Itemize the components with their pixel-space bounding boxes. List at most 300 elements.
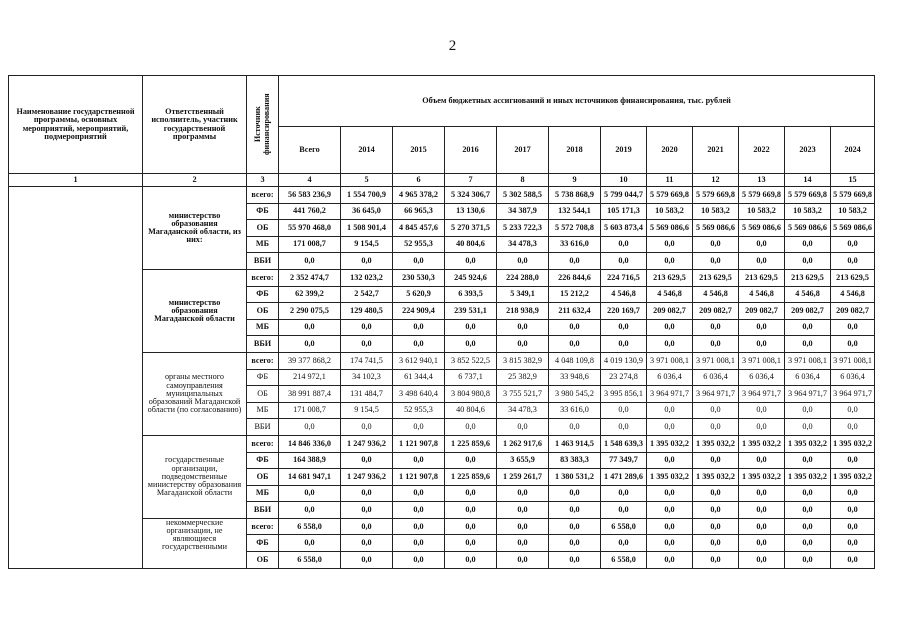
value-cell: 0,0 [739, 535, 785, 552]
value-cell: 0,0 [393, 552, 445, 569]
value-cell: 171 008,7 [279, 402, 341, 419]
value-cell: 0,0 [785, 502, 831, 519]
value-cell: 129 480,5 [341, 303, 393, 320]
value-cell: 0,0 [785, 253, 831, 270]
value-cell: 56 583 236,9 [279, 187, 341, 204]
source-cell: ФБ [247, 286, 279, 303]
value-cell: 1 395 032,2 [647, 469, 693, 486]
value-cell: 0,0 [693, 552, 739, 569]
value-cell: 6 036,4 [647, 369, 693, 386]
source-cell: ФБ [247, 452, 279, 469]
value-cell: 4 019 130,9 [601, 352, 647, 369]
value-cell: 213 629,5 [785, 269, 831, 286]
value-cell: 0,0 [445, 319, 497, 336]
value-cell: 0,0 [693, 535, 739, 552]
value-cell: 5 579 669,8 [647, 187, 693, 204]
header-year: 2018 [549, 126, 601, 174]
value-cell: 0,0 [693, 485, 739, 502]
value-cell: 0,0 [739, 485, 785, 502]
value-cell: 224 716,5 [601, 269, 647, 286]
value-cell: 0,0 [831, 319, 875, 336]
value-cell: 38 991 887,4 [279, 386, 341, 403]
value-cell: 171 008,7 [279, 236, 341, 253]
value-cell: 6 558,0 [601, 552, 647, 569]
value-cell: 23 274,8 [601, 369, 647, 386]
value-cell: 0,0 [549, 502, 601, 519]
value-cell: 1 395 032,2 [693, 469, 739, 486]
value-cell: 0,0 [785, 552, 831, 569]
value-cell: 0,0 [739, 402, 785, 419]
value-cell: 0,0 [393, 502, 445, 519]
header-source-cell [247, 76, 279, 174]
value-cell: 3 804 980,8 [445, 386, 497, 403]
value-cell: 0,0 [497, 485, 549, 502]
value-cell: 0,0 [693, 452, 739, 469]
value-cell: 132 544,1 [549, 203, 601, 220]
value-cell: 0,0 [445, 419, 497, 436]
value-cell: 0,0 [445, 336, 497, 353]
value-cell: 5 569 086,6 [693, 220, 739, 237]
value-cell: 0,0 [785, 419, 831, 436]
value-cell: 0,0 [601, 336, 647, 353]
value-cell: 1 463 914,5 [549, 435, 601, 452]
source-cell: ВБИ [247, 253, 279, 270]
value-cell: 1 471 289,6 [601, 469, 647, 486]
value-cell: 5 579 669,8 [785, 187, 831, 204]
header-source: Источник финансирования [252, 93, 271, 156]
value-cell: 5 620,9 [393, 286, 445, 303]
source-cell: всего: [247, 269, 279, 286]
value-cell: 0,0 [445, 518, 497, 535]
value-cell: 0,0 [739, 319, 785, 336]
value-cell: 3 964 971,7 [693, 386, 739, 403]
value-cell: 1 395 032,2 [831, 469, 875, 486]
value-cell: 6 036,4 [693, 369, 739, 386]
header-year: 2019 [601, 126, 647, 174]
source-cell: всего: [247, 435, 279, 452]
value-cell: 0,0 [739, 552, 785, 569]
value-cell: 0,0 [647, 452, 693, 469]
value-cell: 213 629,5 [831, 269, 875, 286]
value-cell: 25 382,9 [497, 369, 549, 386]
value-cell: 218 938,9 [497, 303, 549, 320]
column-number: 11 [647, 174, 693, 187]
value-cell: 0,0 [497, 336, 549, 353]
value-cell: 0,0 [279, 535, 341, 552]
value-cell: 6 558,0 [279, 552, 341, 569]
column-number: 5 [341, 174, 393, 187]
value-cell: 5 270 371,5 [445, 220, 497, 237]
source-cell: ОБ [247, 469, 279, 486]
header-year: 2024 [831, 126, 875, 174]
value-cell: 1 395 032,2 [647, 435, 693, 452]
value-cell: 5 569 086,6 [785, 220, 831, 237]
value-cell: 6 737,1 [445, 369, 497, 386]
value-cell: 0,0 [647, 319, 693, 336]
column-number: 7 [445, 174, 497, 187]
value-cell: 0,0 [549, 253, 601, 270]
value-cell: 4 546,8 [785, 286, 831, 303]
value-cell: 10 583,2 [739, 203, 785, 220]
value-cell: 0,0 [393, 336, 445, 353]
value-cell: 1 225 859,6 [445, 435, 497, 452]
value-cell: 5 572 708,8 [549, 220, 601, 237]
program-cell [9, 187, 143, 569]
executor-cell: органы местного самоуправления муниципальных образований Магаданской области (по согласованию) [143, 352, 247, 435]
value-cell: 0,0 [647, 535, 693, 552]
value-cell: 0,0 [831, 535, 875, 552]
value-cell: 0,0 [341, 502, 393, 519]
source-cell: ОБ [247, 386, 279, 403]
value-cell: 0,0 [549, 319, 601, 336]
value-cell: 245 924,6 [445, 269, 497, 286]
source-cell: всего: [247, 518, 279, 535]
value-cell: 1 395 032,2 [785, 435, 831, 452]
value-cell: 6 393,5 [445, 286, 497, 303]
column-number: 8 [497, 174, 549, 187]
value-cell: 3 964 971,7 [785, 386, 831, 403]
value-cell: 3 964 971,7 [739, 386, 785, 403]
value-cell: 3 755 521,7 [497, 386, 549, 403]
value-cell: 9 154,5 [341, 236, 393, 253]
value-cell: 6 036,4 [785, 369, 831, 386]
value-cell: 0,0 [647, 419, 693, 436]
value-cell: 52 955,3 [393, 236, 445, 253]
value-cell: 1 121 907,8 [393, 469, 445, 486]
value-cell: 0,0 [739, 518, 785, 535]
value-cell: 0,0 [739, 336, 785, 353]
value-cell: 1 395 032,2 [739, 435, 785, 452]
value-cell: 6 036,4 [831, 369, 875, 386]
value-cell: 14 681 947,1 [279, 469, 341, 486]
value-cell: 0,0 [647, 236, 693, 253]
value-cell: 3 655,9 [497, 452, 549, 469]
value-cell: 0,0 [393, 319, 445, 336]
value-cell: 1 262 917,6 [497, 435, 549, 452]
value-cell: 0,0 [601, 419, 647, 436]
value-cell: 5 302 588,5 [497, 187, 549, 204]
value-cell: 0,0 [279, 253, 341, 270]
value-cell: 6 558,0 [601, 518, 647, 535]
value-cell: 1 225 859,6 [445, 469, 497, 486]
source-cell: МБ [247, 485, 279, 502]
value-cell: 0,0 [497, 552, 549, 569]
value-cell: 6 558,0 [279, 518, 341, 535]
value-cell: 0,0 [549, 485, 601, 502]
value-cell: 1 508 901,4 [341, 220, 393, 237]
source-cell: ВБИ [247, 502, 279, 519]
value-cell: 36 645,0 [341, 203, 393, 220]
value-cell: 224 909,4 [393, 303, 445, 320]
value-cell: 0,0 [785, 236, 831, 253]
value-cell: 132 023,2 [341, 269, 393, 286]
value-cell: 0,0 [341, 552, 393, 569]
value-cell: 0,0 [785, 319, 831, 336]
value-cell: 0,0 [601, 485, 647, 502]
value-cell: 0,0 [279, 319, 341, 336]
value-cell: 2 542,7 [341, 286, 393, 303]
column-number: 1 [9, 174, 143, 187]
value-cell: 0,0 [601, 535, 647, 552]
value-cell: 0,0 [693, 518, 739, 535]
value-cell: 4 546,8 [601, 286, 647, 303]
value-cell: 6 036,4 [739, 369, 785, 386]
value-cell: 0,0 [739, 253, 785, 270]
value-cell: 209 082,7 [785, 303, 831, 320]
value-cell: 0,0 [693, 419, 739, 436]
value-cell: 77 349,7 [601, 452, 647, 469]
header-program: Наименование государственной программы, основных мероприятий, мероприятий, подмероприятий [9, 76, 143, 174]
value-cell: 0,0 [279, 419, 341, 436]
source-cell: ОБ [247, 303, 279, 320]
value-cell: 3 971 008,1 [831, 352, 875, 369]
value-cell: 0,0 [497, 319, 549, 336]
value-cell: 3 980 545,2 [549, 386, 601, 403]
value-cell: 1 548 639,3 [601, 435, 647, 452]
value-cell: 0,0 [647, 485, 693, 502]
header-total: Всего [279, 126, 341, 174]
column-number: 13 [739, 174, 785, 187]
value-cell: 3 971 008,1 [785, 352, 831, 369]
value-cell: 0,0 [831, 336, 875, 353]
value-cell: 0,0 [785, 336, 831, 353]
value-cell: 164 388,9 [279, 452, 341, 469]
value-cell: 52 955,3 [393, 402, 445, 419]
value-cell: 0,0 [393, 253, 445, 270]
source-cell: МБ [247, 236, 279, 253]
header-year: 2021 [693, 126, 739, 174]
value-cell: 5 603 873,4 [601, 220, 647, 237]
value-cell: 131 484,7 [341, 386, 393, 403]
value-cell: 0,0 [785, 452, 831, 469]
value-cell: 40 804,6 [445, 402, 497, 419]
value-cell: 40 804,6 [445, 236, 497, 253]
value-cell: 0,0 [341, 452, 393, 469]
value-cell: 34 102,3 [341, 369, 393, 386]
value-cell: 0,0 [341, 535, 393, 552]
value-cell: 239 531,1 [445, 303, 497, 320]
value-cell: 0,0 [601, 319, 647, 336]
value-cell: 0,0 [341, 253, 393, 270]
value-cell: 10 583,2 [693, 203, 739, 220]
value-cell: 34 478,3 [497, 236, 549, 253]
value-cell: 0,0 [341, 319, 393, 336]
value-cell: 0,0 [393, 419, 445, 436]
value-cell: 209 082,7 [831, 303, 875, 320]
budget-table [8, 75, 875, 569]
value-cell: 4 965 378,2 [393, 187, 445, 204]
value-cell: 13 130,6 [445, 203, 497, 220]
value-cell: 5 569 086,6 [831, 220, 875, 237]
value-cell: 3 815 382,9 [497, 352, 549, 369]
value-cell: 1 259 261,7 [497, 469, 549, 486]
value-cell: 0,0 [279, 336, 341, 353]
value-cell: 4 546,8 [693, 286, 739, 303]
value-cell: 0,0 [497, 518, 549, 535]
value-cell: 0,0 [341, 518, 393, 535]
value-cell: 4 048 109,8 [549, 352, 601, 369]
value-cell: 55 970 468,0 [279, 220, 341, 237]
value-cell: 14 846 336,0 [279, 435, 341, 452]
value-cell: 62 399,2 [279, 286, 341, 303]
value-cell: 5 349,1 [497, 286, 549, 303]
value-cell: 4 546,8 [647, 286, 693, 303]
value-cell: 209 082,7 [647, 303, 693, 320]
header-volume: Объем бюджетных ассигнований и иных источников финансирования, тыс. рублей [279, 76, 875, 127]
column-number: 14 [785, 174, 831, 187]
value-cell: 3 852 522,5 [445, 352, 497, 369]
value-cell: 4 546,8 [739, 286, 785, 303]
value-cell: 3 612 940,1 [393, 352, 445, 369]
value-cell: 174 741,5 [341, 352, 393, 369]
value-cell: 0,0 [497, 253, 549, 270]
value-cell: 33 616,0 [549, 236, 601, 253]
value-cell: 10 583,2 [831, 203, 875, 220]
column-number: 10 [601, 174, 647, 187]
value-cell: 0,0 [393, 535, 445, 552]
value-cell: 213 629,5 [647, 269, 693, 286]
value-cell: 0,0 [601, 236, 647, 253]
value-cell: 0,0 [279, 485, 341, 502]
value-cell: 0,0 [279, 502, 341, 519]
value-cell: 220 169,7 [601, 303, 647, 320]
value-cell: 0,0 [739, 452, 785, 469]
value-cell: 66 965,3 [393, 203, 445, 220]
value-cell: 5 579 669,8 [739, 187, 785, 204]
header-year: 2022 [739, 126, 785, 174]
value-cell: 0,0 [647, 552, 693, 569]
value-cell: 209 082,7 [739, 303, 785, 320]
value-cell: 0,0 [831, 452, 875, 469]
executor-cell: министерство образования Магаданской области, из них: [143, 187, 247, 270]
source-cell: ФБ [247, 535, 279, 552]
value-cell: 10 583,2 [647, 203, 693, 220]
value-cell: 0,0 [445, 502, 497, 519]
value-cell: 15 212,2 [549, 286, 601, 303]
header-executor: Ответственный исполнитель, участник государственной программы [143, 76, 247, 174]
value-cell: 0,0 [497, 502, 549, 519]
value-cell: 0,0 [601, 253, 647, 270]
value-cell: 9 154,5 [341, 402, 393, 419]
value-cell: 0,0 [647, 336, 693, 353]
header-year: 2023 [785, 126, 831, 174]
value-cell: 213 629,5 [693, 269, 739, 286]
value-cell: 214 972,1 [279, 369, 341, 386]
value-cell: 0,0 [647, 518, 693, 535]
value-cell: 441 760,2 [279, 203, 341, 220]
value-cell: 39 377 868,2 [279, 352, 341, 369]
value-cell: 83 383,3 [549, 452, 601, 469]
value-cell: 1 247 936,2 [341, 435, 393, 452]
value-cell: 211 632,4 [549, 303, 601, 320]
value-cell: 0,0 [549, 419, 601, 436]
value-cell: 3 995 856,1 [601, 386, 647, 403]
value-cell: 5 324 306,7 [445, 187, 497, 204]
value-cell: 3 971 008,1 [739, 352, 785, 369]
source-cell: ВБИ [247, 336, 279, 353]
value-cell: 0,0 [693, 502, 739, 519]
value-cell: 0,0 [549, 518, 601, 535]
value-cell: 0,0 [393, 485, 445, 502]
source-cell: всего: [247, 352, 279, 369]
value-cell: 3 971 008,1 [647, 352, 693, 369]
value-cell: 5 233 722,3 [497, 220, 549, 237]
value-cell: 0,0 [831, 419, 875, 436]
value-cell: 0,0 [445, 535, 497, 552]
column-number: 12 [693, 174, 739, 187]
value-cell: 0,0 [445, 253, 497, 270]
executor-cell: государственные организации, подведомственные министерству образования Магаданской области [143, 435, 247, 518]
value-cell: 0,0 [739, 502, 785, 519]
executor-cell: министерство образования Магаданской области [143, 269, 247, 352]
value-cell: 226 844,6 [549, 269, 601, 286]
value-cell: 33 616,0 [549, 402, 601, 419]
table-row [9, 187, 875, 204]
value-cell: 33 948,6 [549, 369, 601, 386]
value-cell: 0,0 [739, 419, 785, 436]
value-cell: 0,0 [647, 402, 693, 419]
value-cell: 3 971 008,1 [693, 352, 739, 369]
value-cell: 0,0 [445, 485, 497, 502]
value-cell: 1 121 907,8 [393, 435, 445, 452]
value-cell: 1 247 936,2 [341, 469, 393, 486]
value-cell: 0,0 [785, 518, 831, 535]
value-cell: 0,0 [831, 502, 875, 519]
value-cell: 1 395 032,2 [693, 435, 739, 452]
column-number: 2 [143, 174, 247, 187]
source-cell: ФБ [247, 369, 279, 386]
source-cell: МБ [247, 402, 279, 419]
value-cell: 0,0 [693, 253, 739, 270]
header-year: 2020 [647, 126, 693, 174]
source-cell: ОБ [247, 552, 279, 569]
value-cell: 0,0 [831, 236, 875, 253]
value-cell: 1 395 032,2 [785, 469, 831, 486]
value-cell: 34 387,9 [497, 203, 549, 220]
value-cell: 0,0 [785, 485, 831, 502]
value-cell: 1 380 531,2 [549, 469, 601, 486]
value-cell: 213 629,5 [739, 269, 785, 286]
value-cell: 0,0 [601, 502, 647, 519]
value-cell: 0,0 [693, 402, 739, 419]
value-cell: 0,0 [341, 336, 393, 353]
value-cell: 2 352 474,7 [279, 269, 341, 286]
value-cell: 4 546,8 [831, 286, 875, 303]
value-cell: 0,0 [393, 452, 445, 469]
value-cell: 5 738 868,9 [549, 187, 601, 204]
value-cell: 4 845 457,6 [393, 220, 445, 237]
value-cell: 0,0 [497, 535, 549, 552]
header-year: 2016 [445, 126, 497, 174]
value-cell: 34 478,3 [497, 402, 549, 419]
value-cell: 0,0 [831, 485, 875, 502]
value-cell: 3 964 971,7 [831, 386, 875, 403]
value-cell: 1 395 032,2 [831, 435, 875, 452]
value-cell: 224 288,0 [497, 269, 549, 286]
value-cell: 3 498 640,4 [393, 386, 445, 403]
value-cell: 1 554 700,9 [341, 187, 393, 204]
value-cell: 0,0 [393, 518, 445, 535]
value-cell: 0,0 [739, 236, 785, 253]
value-cell: 0,0 [831, 253, 875, 270]
value-cell: 5 579 669,8 [693, 187, 739, 204]
source-cell: МБ [247, 319, 279, 336]
value-cell: 5 569 086,6 [739, 220, 785, 237]
value-cell: 0,0 [445, 452, 497, 469]
column-number: 15 [831, 174, 875, 187]
value-cell: 0,0 [831, 552, 875, 569]
header-year: 2014 [341, 126, 393, 174]
